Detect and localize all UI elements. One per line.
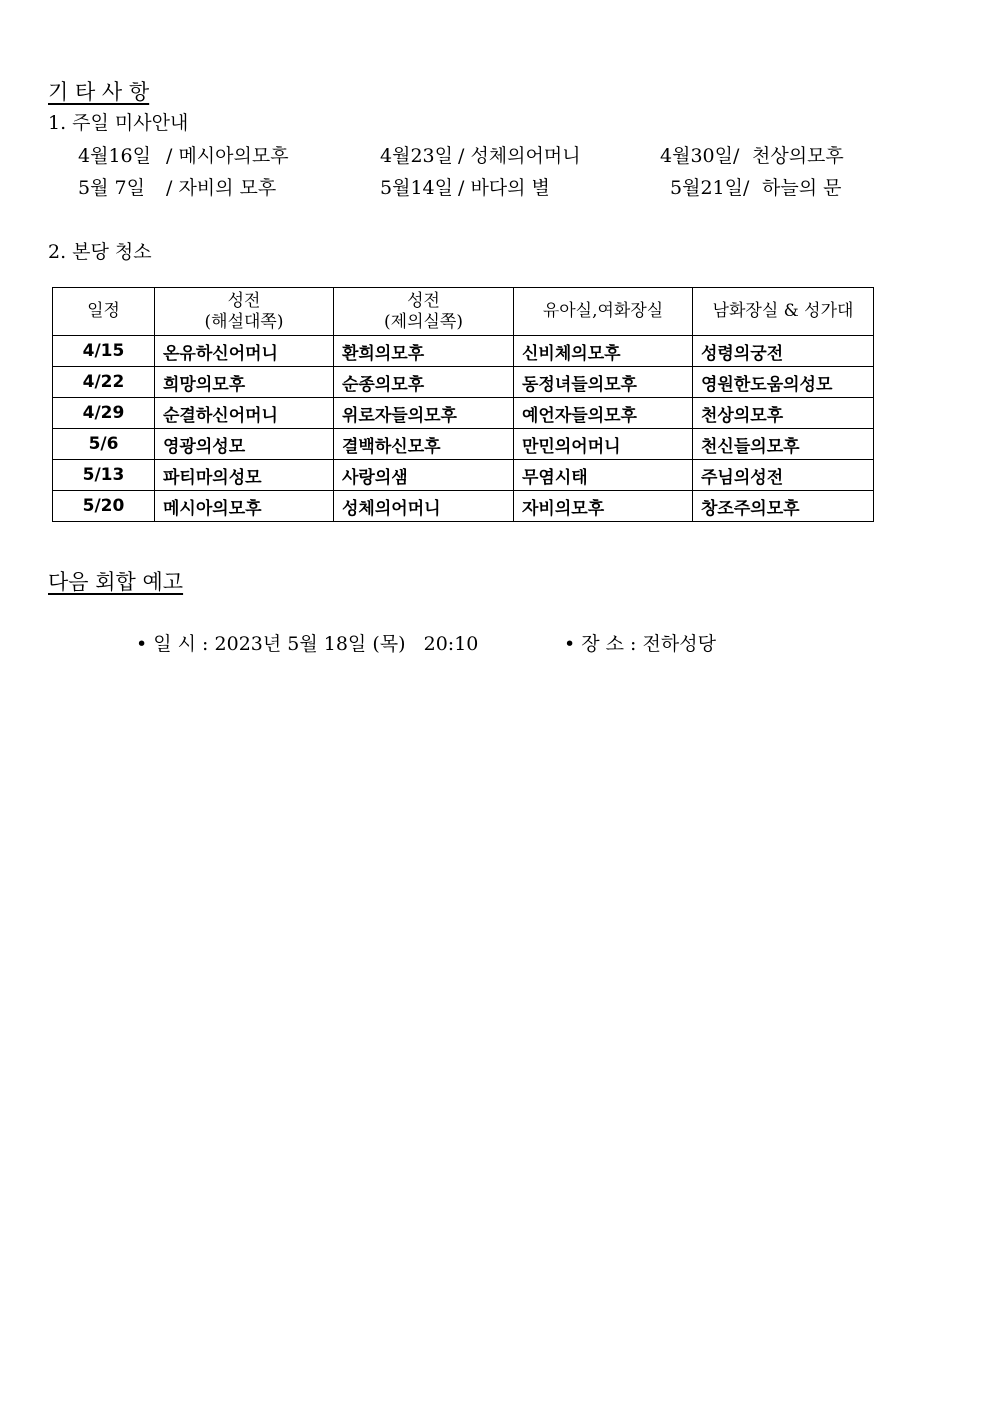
table-row — [53, 336, 874, 367]
group-name: 천신들의모후 — [693, 429, 874, 460]
schedule-date: 4/29 — [53, 398, 155, 429]
group-name: 무염시태 — [514, 460, 693, 491]
cleaning-schedule-table — [52, 287, 874, 522]
table-row — [53, 429, 874, 460]
column-header-sanctuary-sacristy: 성전 (제의실쪽) — [334, 288, 514, 336]
group-name: 예언자들의모후 — [514, 398, 693, 429]
mass-patron: 천상의모후 — [752, 145, 844, 167]
meeting-time — [136, 629, 478, 656]
group-name: 결백하신모후 — [334, 429, 514, 460]
group-name: 천상의모후 — [693, 398, 874, 429]
next-meeting-heading: 다음 회합 예고 — [48, 570, 184, 594]
column-header-nursery-womens-restroom: 유아실,여화장실 — [514, 288, 693, 336]
mass-patron: / 바다의 별 — [458, 177, 550, 199]
group-name: 성체의어머니 — [334, 491, 514, 522]
group-name: 주님의성전 — [693, 460, 874, 491]
group-name: 환희의모후 — [334, 336, 514, 367]
table-row — [53, 460, 874, 491]
bullet-icon: • — [136, 633, 148, 655]
table-row — [53, 491, 874, 522]
mass-date: 4월30일/ — [660, 145, 740, 167]
group-name: 신비체의모후 — [514, 336, 693, 367]
meeting-place-value: 전하성당 — [642, 633, 716, 655]
schedule-date: 5/20 — [53, 491, 155, 522]
table-header-row — [53, 288, 874, 336]
mass-patron: / 자비의 모후 — [166, 177, 277, 199]
schedule-date: 5/13 — [53, 460, 155, 491]
mass-date: 5월21일/ — [670, 177, 750, 199]
meeting-place — [564, 629, 716, 656]
mass-section-title: 1. 주일 미사안내 — [48, 112, 189, 134]
group-name: 영광의성모 — [155, 429, 334, 460]
group-name: 자비의모후 — [514, 491, 693, 522]
mass-patron: / 메시아의모후 — [166, 145, 289, 167]
group-name: 성령의궁전 — [693, 336, 874, 367]
column-header-date: 일정 — [53, 288, 155, 336]
group-name: 온유하신어머니 — [155, 336, 334, 367]
group-name: 창조주의모후 — [693, 491, 874, 522]
group-name: 메시아의모후 — [155, 491, 334, 522]
cleaning-section-title: 2. 본당 청소 — [48, 241, 152, 263]
group-name: 만민의어머니 — [514, 429, 693, 460]
column-header-mens-restroom-choir: 남화장실 & 성가대 — [693, 288, 874, 336]
group-name: 희망의모후 — [155, 367, 334, 398]
group-name: 영원한도움의성모 — [693, 367, 874, 398]
mass-patron: 하늘의 문 — [762, 177, 842, 199]
mass-date: 5월 7일 — [78, 177, 145, 199]
schedule-date: 5/6 — [53, 429, 155, 460]
mass-date: 5월14일 — [380, 177, 453, 199]
table-row — [53, 367, 874, 398]
meeting-time-value: 2023년 5월 18일 (목) 20:10 — [214, 633, 479, 655]
misc-heading: 기 타 사 항 — [48, 80, 150, 104]
group-name: 동정녀들의모후 — [514, 367, 693, 398]
group-name: 사랑의샘 — [334, 460, 514, 491]
column-header-sanctuary-lectern: 성전 (해설대쪽) — [155, 288, 334, 336]
schedule-date: 4/22 — [53, 367, 155, 398]
bullet-icon: • — [564, 633, 576, 655]
group-name: 순결하신어머니 — [155, 398, 334, 429]
table-row — [53, 398, 874, 429]
meeting-time-label: 일 시 : — [153, 633, 209, 655]
group-name: 순종의모후 — [334, 367, 514, 398]
mass-date: 4월23일 — [380, 145, 453, 167]
schedule-date: 4/15 — [53, 336, 155, 367]
mass-patron: / 성체의어머니 — [458, 145, 581, 167]
group-name: 위로자들의모후 — [334, 398, 514, 429]
meeting-place-label: 장 소 : — [581, 633, 637, 655]
mass-date: 4월16일 — [78, 145, 151, 167]
group-name: 파티마의성모 — [155, 460, 334, 491]
